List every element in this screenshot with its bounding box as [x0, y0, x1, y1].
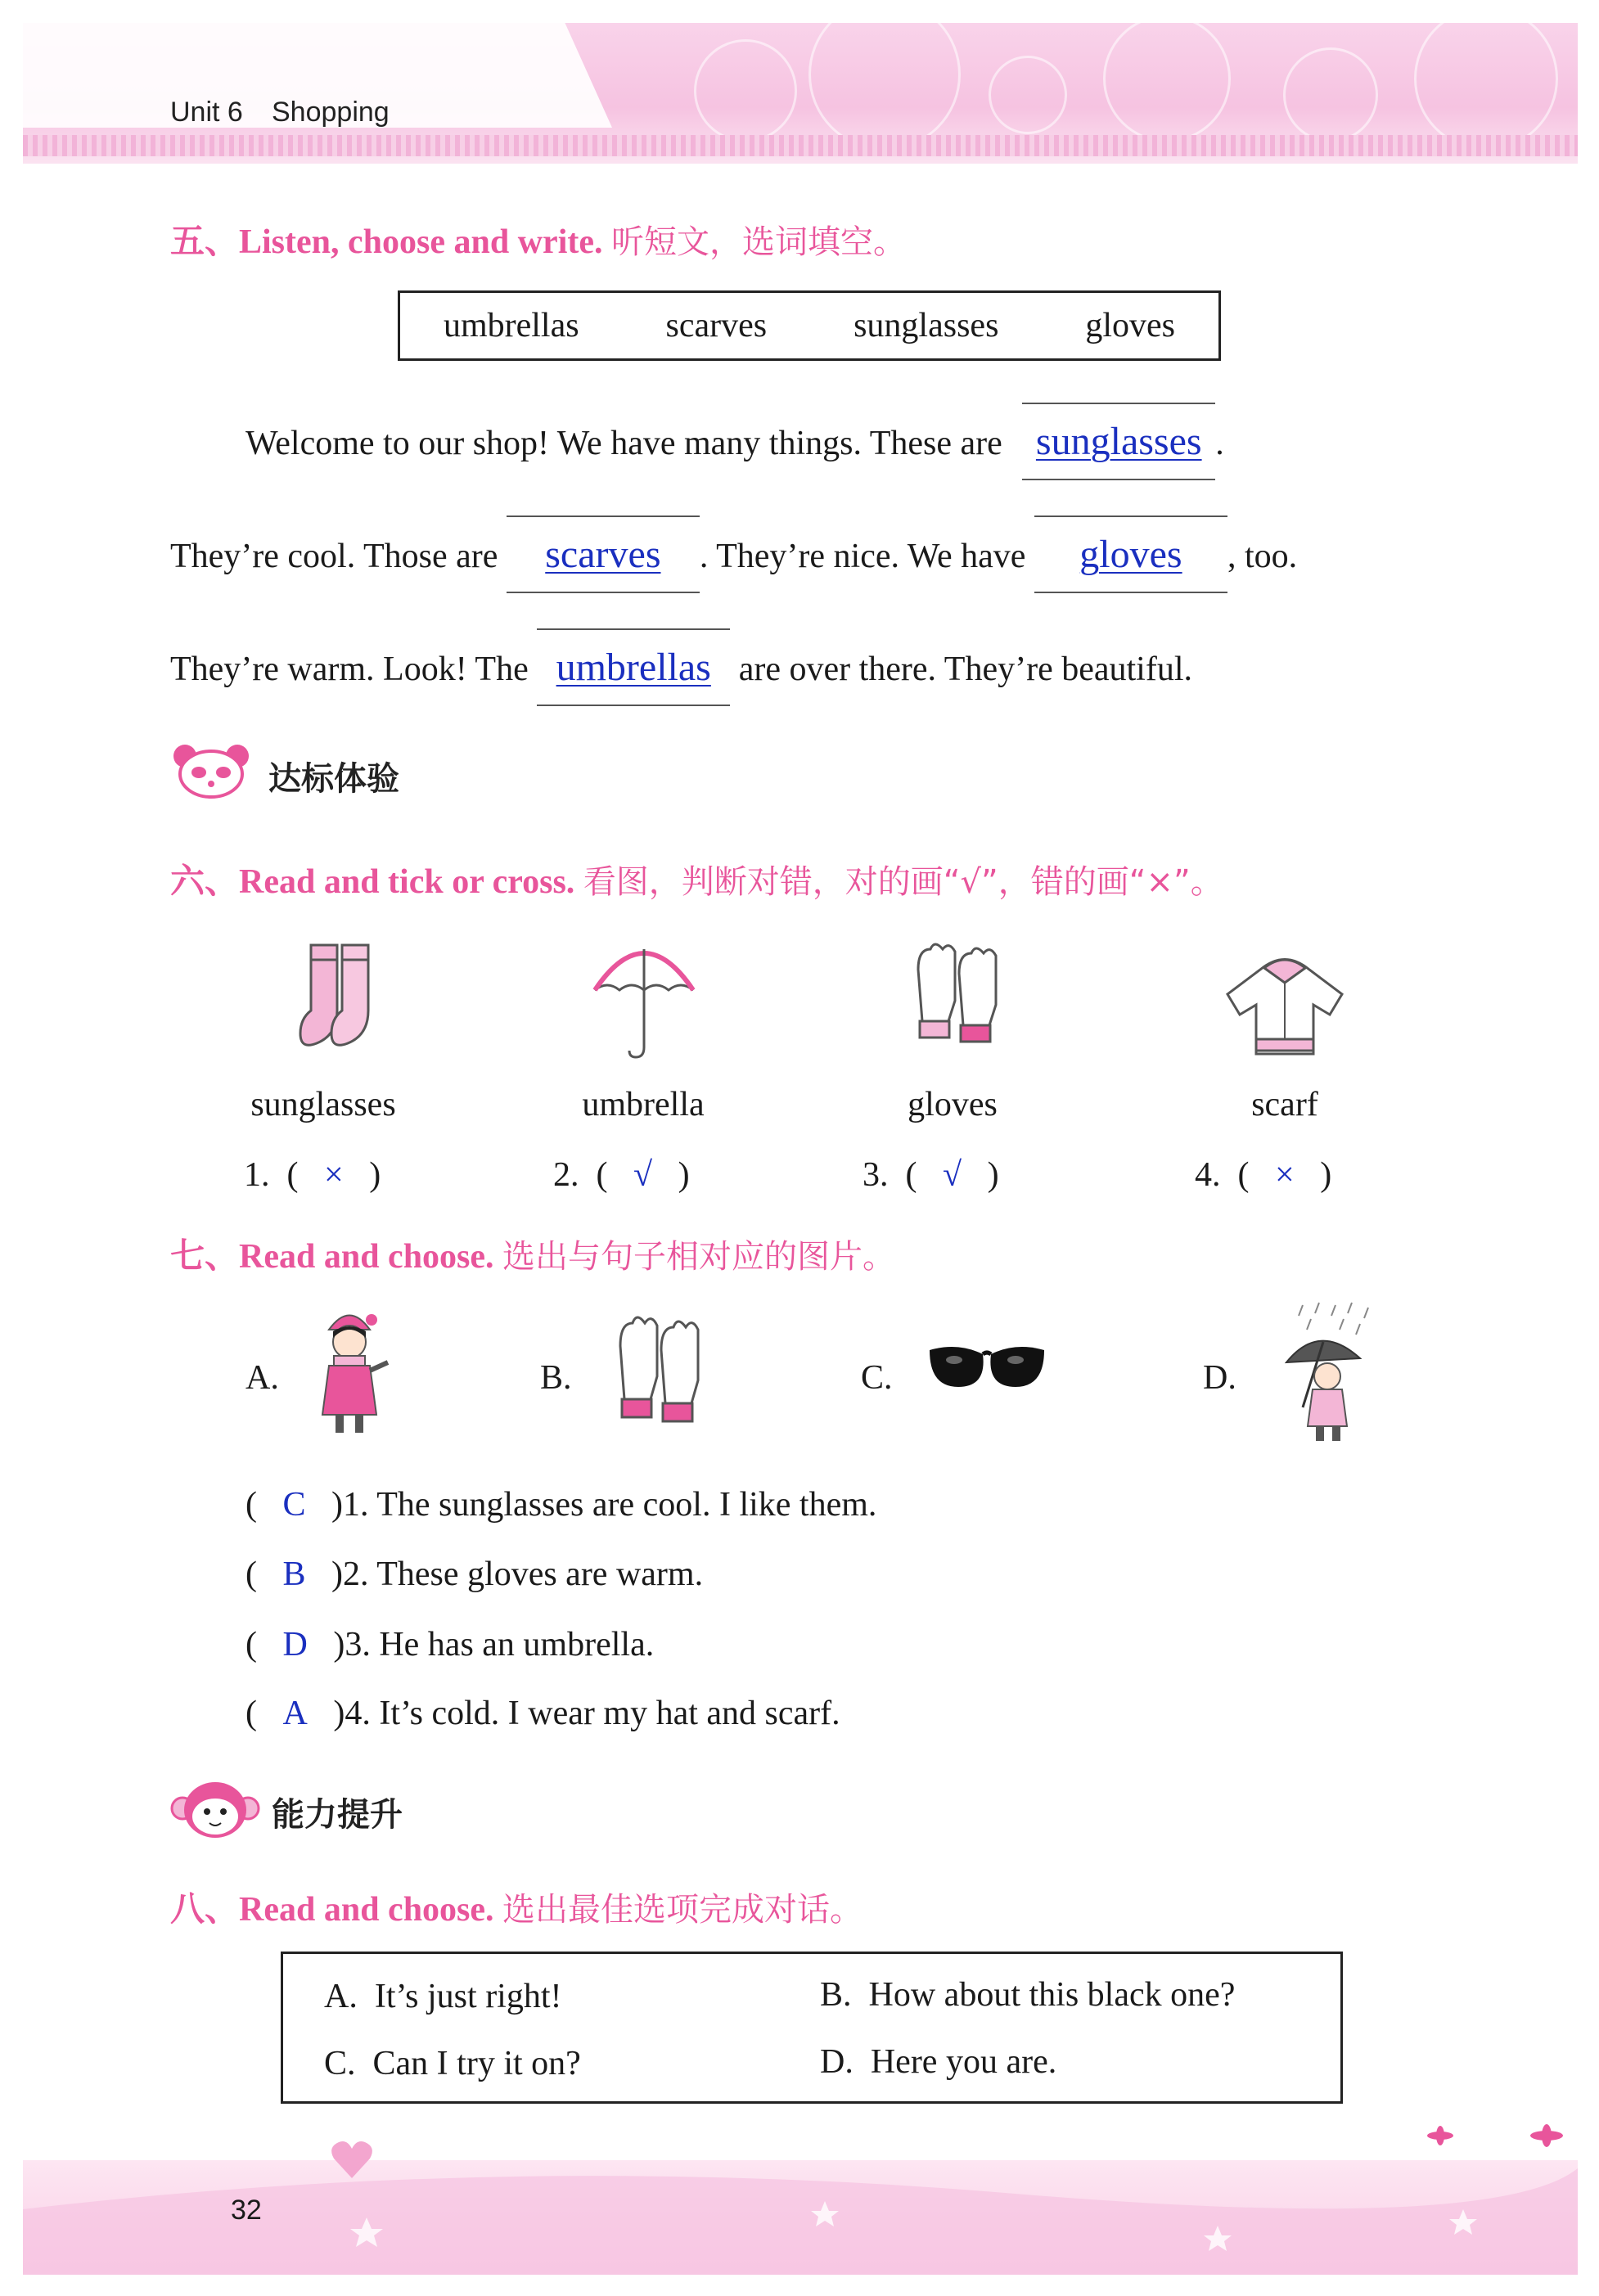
tick-answer: × [324, 1156, 344, 1194]
option-letter: C. [861, 1359, 893, 1397]
word-bank-item: gloves [1085, 307, 1176, 344]
section7-title-cn: 选出与句子相对应的图片。 [502, 1238, 896, 1276]
passage-line-1 [245, 419, 1224, 464]
panda-icon [170, 741, 252, 799]
monkey-icon [170, 1776, 260, 1841]
boy-with-umbrella-icon [1270, 1301, 1385, 1452]
question-text: )4. It’s cold. I wear my hat and scarf. [333, 1695, 840, 1732]
section5-title-cn: 听短文，选词填空。 [611, 223, 906, 261]
section6-title-en: 六、Read and tick or cross. [170, 863, 575, 901]
picture-label: umbrella [582, 1086, 705, 1123]
passage-line-3 [170, 645, 1192, 690]
passage-text: are over there. They’re beautiful. [738, 651, 1192, 688]
item-number: 2. [553, 1156, 579, 1194]
passage-text: They’re cool. Those are [170, 538, 498, 575]
word-bank-item: umbrellas [443, 307, 579, 344]
passage-text: . They’re nice. We have [699, 538, 1026, 575]
tick-item: 2. ( √ ) [553, 1156, 690, 1194]
flower-icon [1424, 2115, 1571, 2160]
option-letter: B. [540, 1359, 572, 1397]
dialog-option [820, 2042, 1056, 2082]
question-row: ( A )4. It’s cold. I wear my hat and scarf. [245, 1695, 840, 1732]
question-text: )1. The sunglasses are cool. I like them. [331, 1486, 877, 1524]
option-text: How about this black one? [868, 1976, 1236, 2014]
socks-icon [295, 937, 385, 1064]
passage-text: They’re warm. Look! The [170, 651, 529, 688]
option-letter: D. [820, 2043, 854, 2081]
section6-title [170, 854, 1223, 903]
option-letter: A. [324, 1978, 358, 2015]
page-number: 32 [231, 2195, 262, 2226]
word-bank-item: sunglasses [854, 307, 999, 344]
badge-title: 达标体验 [268, 760, 399, 798]
question-text: )3. He has an umbrella. [333, 1626, 655, 1663]
choice-answer: D [282, 1626, 308, 1663]
filled-answer: scarves [545, 533, 661, 576]
passage-text: . [1215, 425, 1224, 462]
item-number: 1. [244, 1156, 270, 1194]
option-letter: D. [1203, 1359, 1236, 1397]
unit-label: Unit 6 [170, 97, 243, 128]
question-row: ( C )1. The sunglasses are cool. I like them. [245, 1486, 877, 1524]
question-text: )2. These gloves are warm. [331, 1555, 704, 1593]
picture-label: sunglasses [250, 1086, 396, 1123]
choice-answer: B [282, 1555, 306, 1593]
filled-answer: gloves [1079, 533, 1182, 576]
section6-title-cn: 看图，判断对错，对的画“√”，错的画“×”。 [583, 863, 1223, 901]
choice-answer: C [282, 1486, 306, 1524]
tick-answer: √ [633, 1156, 653, 1194]
picture-label: gloves [908, 1086, 998, 1123]
header-stripe [23, 135, 1578, 156]
filled-answer: sunglasses [1035, 420, 1202, 463]
answer-blank [537, 645, 730, 690]
gloves-icon [612, 1309, 710, 1444]
tick-item: 1. ( × ) [244, 1156, 381, 1194]
passage-text: , too. [1227, 538, 1298, 575]
answer-blank [1034, 532, 1227, 577]
tick-item: 3. ( √ ) [863, 1156, 999, 1194]
item-number: 4. [1195, 1156, 1221, 1194]
umbrella-icon [591, 933, 697, 1068]
word-bank [398, 290, 1221, 361]
filled-answer: umbrellas [556, 646, 711, 689]
coat-icon [1211, 953, 1358, 1064]
picture-label: scarf [1251, 1086, 1318, 1123]
section8-title-en: 八、Read and choose. [170, 1891, 494, 1929]
option-letter: C. [324, 2045, 356, 2082]
answer-blank [1022, 419, 1215, 464]
section7-title-en: 七、Read and choose. [170, 1238, 494, 1276]
passage-line-2 [170, 532, 1297, 577]
answer-blank [507, 532, 700, 577]
gloves-icon [910, 937, 1008, 1064]
tick-item: 4. ( × ) [1195, 1156, 1332, 1194]
options-box [281, 1952, 1343, 2104]
option-letter: B. [820, 1976, 852, 2014]
section5-title [170, 214, 906, 263]
word-bank-item: scarves [665, 307, 768, 344]
option-text: Can I try it on? [372, 2045, 581, 2082]
section8-title [170, 1882, 863, 1931]
section8-title-cn: 选出最佳选项完成对话。 [502, 1891, 863, 1929]
section5-title-en: 五、Listen, choose and write. [170, 223, 603, 261]
option-text: It’s just right! [374, 1978, 562, 2015]
section7-title [170, 1229, 895, 1278]
dialog-option [324, 1977, 562, 2016]
item-number: 3. [863, 1156, 889, 1194]
dialog-option [820, 1975, 1235, 2015]
tick-answer: √ [943, 1156, 962, 1194]
heart-icon [327, 2136, 376, 2189]
tick-answer: × [1275, 1156, 1295, 1194]
choice-answer: A [282, 1695, 308, 1732]
dialog-option [324, 2044, 581, 2083]
question-row: ( D )3. He has an umbrella. [245, 1626, 655, 1663]
unit-title: Shopping [272, 97, 390, 128]
badge-title: 能力提升 [272, 1796, 403, 1834]
sunglasses-icon [921, 1334, 1052, 1403]
option-text: Here you are. [870, 2043, 1057, 2081]
option-letter: A. [245, 1359, 279, 1397]
girl-in-scarf-icon [304, 1305, 394, 1448]
passage-text: Welcome to our shop! We have many things. These are [245, 425, 1002, 462]
question-row: ( B )2. These gloves are warm. [245, 1555, 704, 1593]
